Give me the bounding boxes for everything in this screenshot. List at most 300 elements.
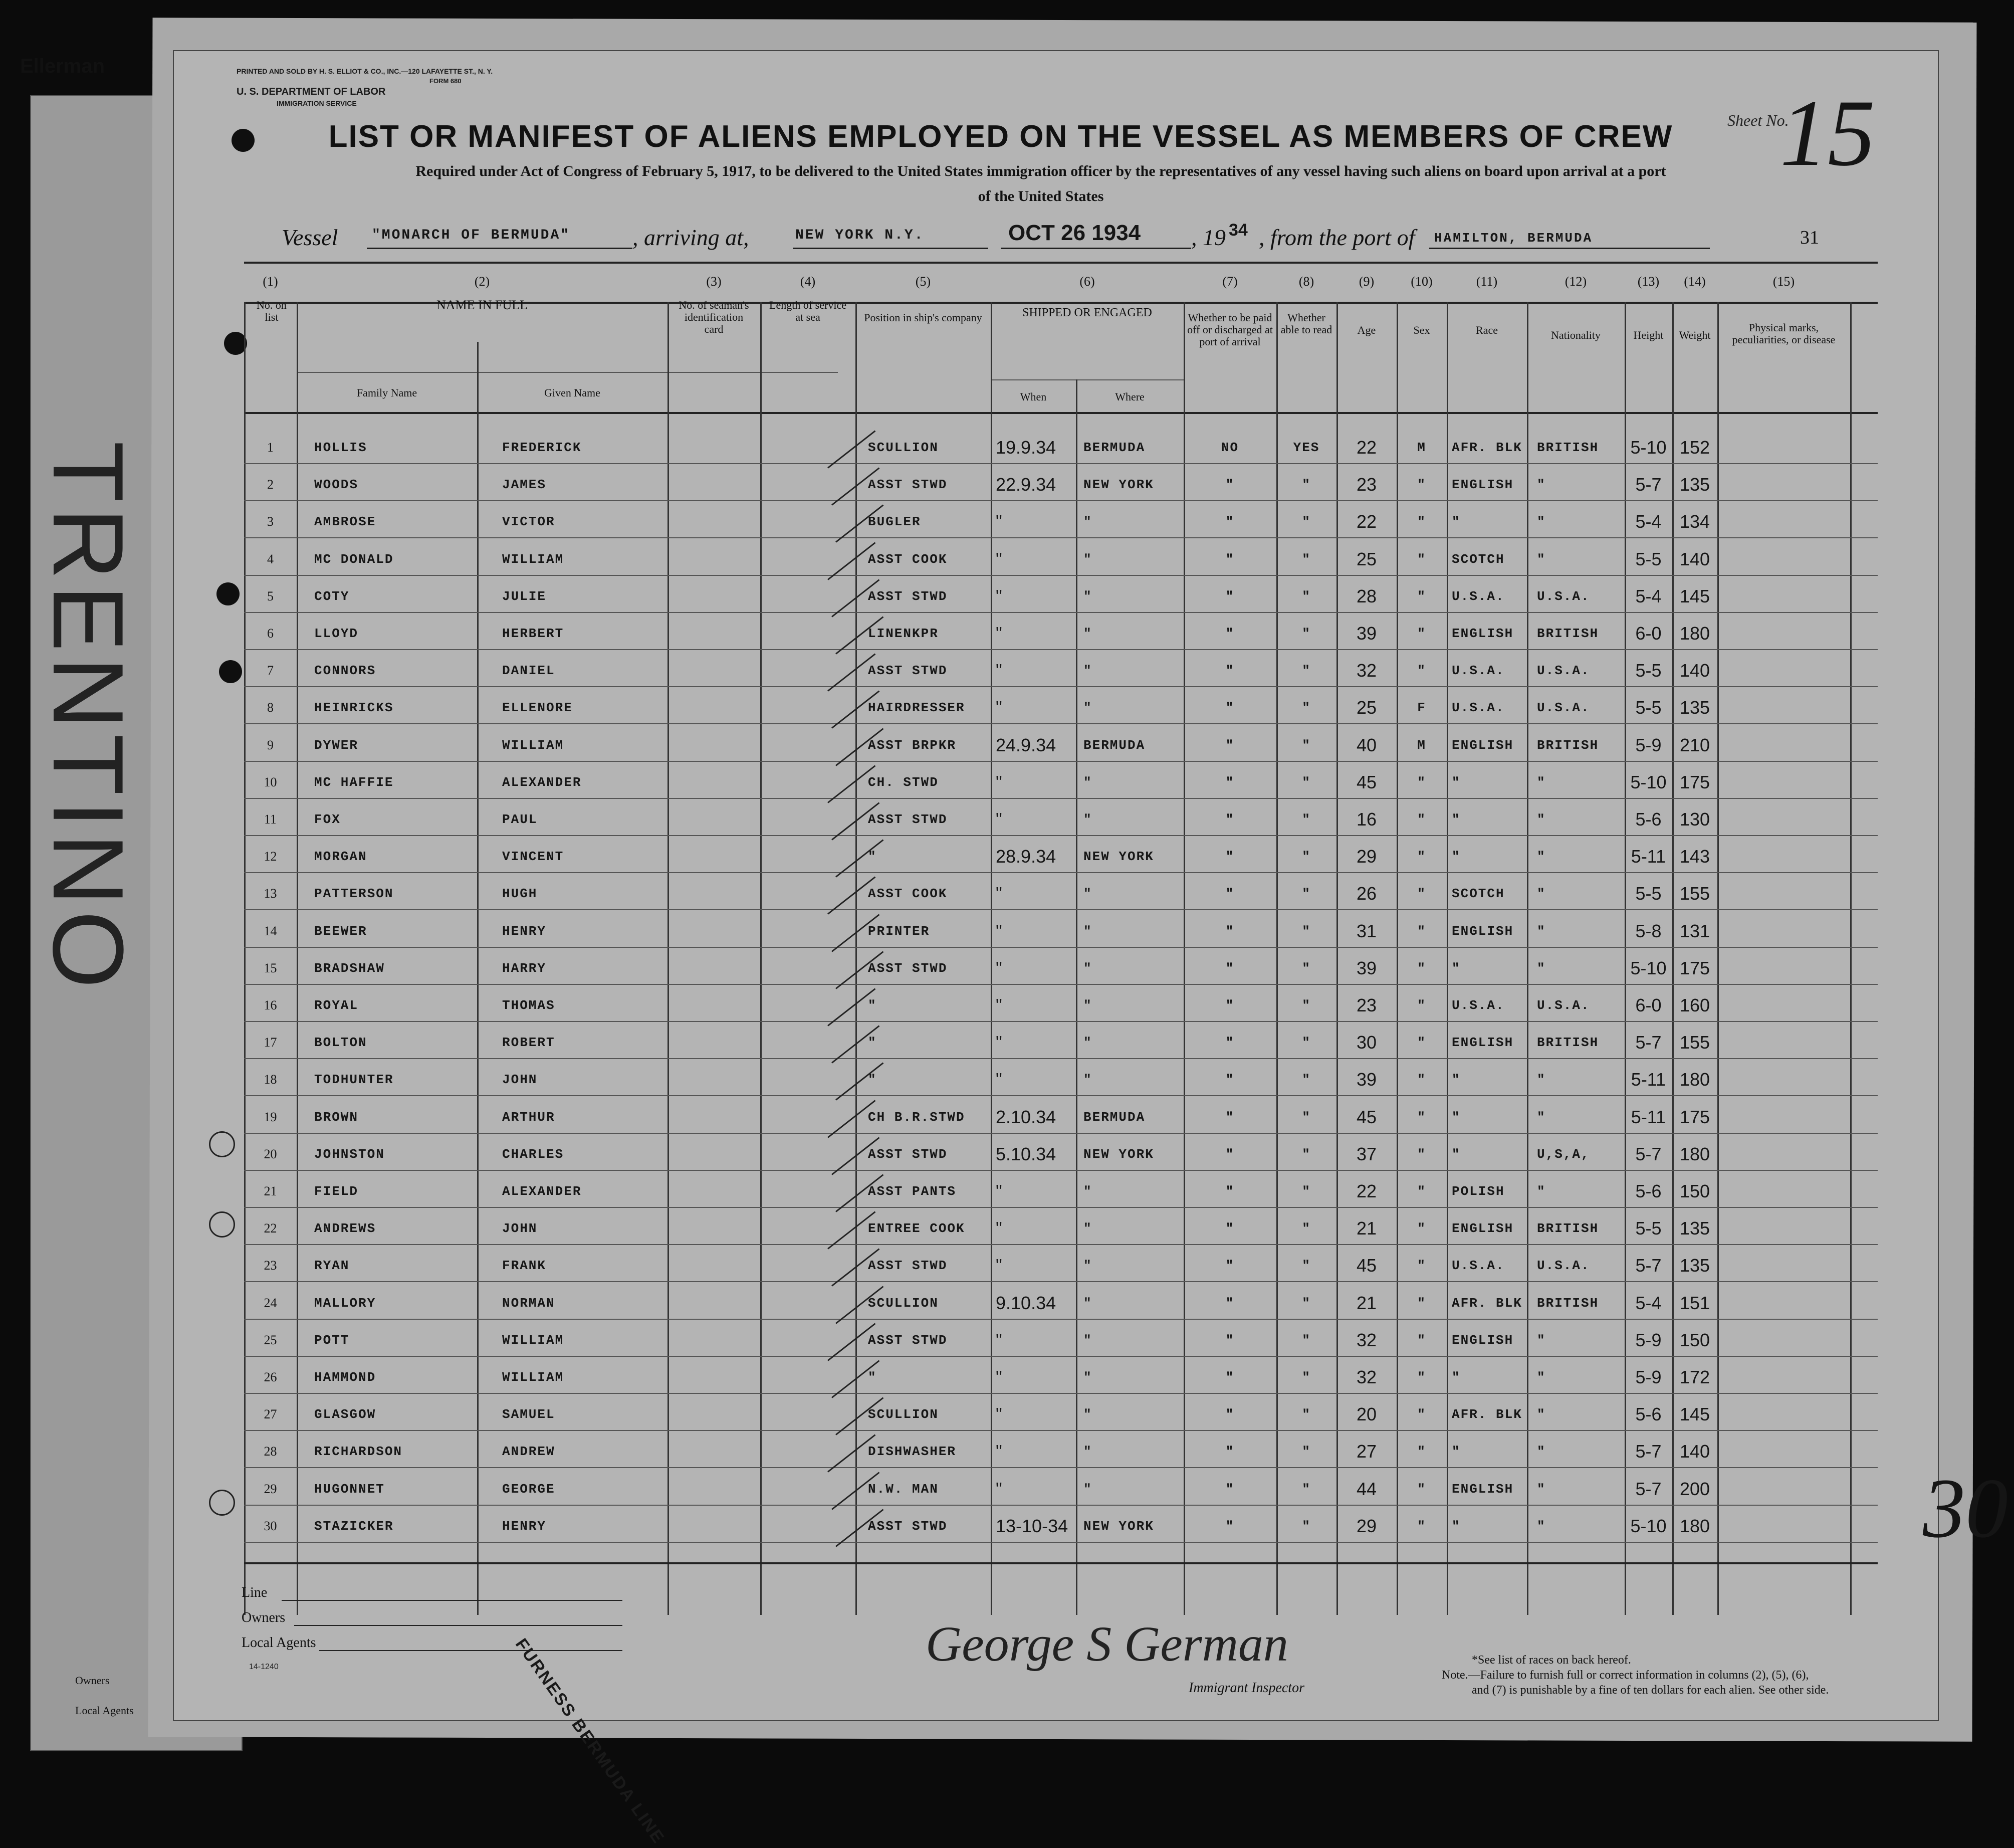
cell-height: 5-7 <box>1635 1255 1662 1276</box>
cell-weight: 131 <box>1679 920 1710 941</box>
cell-age: 26 <box>1356 883 1377 904</box>
cell-able-to-read: " <box>1302 1221 1311 1237</box>
vessel-label: Vessel <box>282 225 338 250</box>
cell-age: 22 <box>1356 1181 1377 1201</box>
row-rule <box>244 1542 1878 1543</box>
cell-height: 5-10 <box>1630 1515 1667 1536</box>
cell-able-to-read: " <box>1302 923 1311 939</box>
header-able-read: Whether able to read <box>1280 311 1332 336</box>
cell-nationality: BRITISH <box>1537 1035 1599 1051</box>
colnum-12: (12) <box>1564 274 1587 289</box>
cell-race: ENGLISH <box>1452 1332 1514 1348</box>
cell-height: 5-11 <box>1631 1069 1666 1090</box>
cell-height: 5-5 <box>1635 1218 1662 1239</box>
table-bottom-rule <box>244 1562 1878 1564</box>
row-rule <box>244 1319 1878 1320</box>
cell-sex: " <box>1417 626 1426 641</box>
cell-family-name: RICHARDSON <box>314 1444 403 1460</box>
cell-able-to-read: " <box>1302 1370 1311 1385</box>
cell-nationality: " <box>1537 1370 1546 1385</box>
cell-nationality: " <box>1537 1518 1546 1534</box>
cell-race: ENGLISH <box>1452 737 1514 753</box>
cell-age: 22 <box>1356 511 1377 532</box>
cell-position: DISHWASHER <box>868 1444 957 1460</box>
cell-shipped-where: " <box>1083 998 1092 1013</box>
cell-weight: 145 <box>1679 585 1710 606</box>
cell-weight: 200 <box>1679 1478 1710 1499</box>
cell-weight: 140 <box>1679 660 1710 681</box>
cell-age: 22 <box>1356 437 1377 458</box>
cell-shipped-where: " <box>1083 886 1092 902</box>
cell-able-to-read: " <box>1302 1184 1311 1199</box>
row-rule <box>244 537 1878 538</box>
cell-given-name: JOHN <box>502 1072 538 1088</box>
cell-shipped-where: " <box>1083 663 1092 679</box>
arriving-label: , arriving at, <box>632 225 749 250</box>
cell-row-number: 30 <box>264 1518 277 1533</box>
cell-nationality: " <box>1537 1407 1546 1422</box>
cell-paid-off: " <box>1225 812 1235 827</box>
cell-able-to-read: " <box>1302 1035 1311 1051</box>
colnum-15: (15) <box>1772 274 1795 289</box>
cell-nationality: U.S.A. <box>1537 700 1590 716</box>
row-rule <box>244 1467 1878 1468</box>
column-rule <box>477 342 479 1615</box>
header-family-name: Family Name <box>356 386 417 399</box>
row-rule <box>244 1281 1878 1282</box>
row-rule <box>244 1170 1878 1171</box>
cell-able-to-read: " <box>1302 663 1311 679</box>
cell-row-number: 16 <box>264 998 277 1012</box>
cell-weight: 135 <box>1679 474 1710 495</box>
cell-paid-off: " <box>1225 1295 1235 1311</box>
cell-position: ASST STWD <box>868 1258 948 1274</box>
colnum-6: (6) <box>1079 274 1095 289</box>
colnum-2: (2) <box>474 274 490 289</box>
cell-family-name: RYAN <box>314 1258 350 1274</box>
cell-race: " <box>1452 1072 1461 1088</box>
department-name: U. S. DEPARTMENT OF LABOR <box>237 86 386 97</box>
cell-weight: 151 <box>1679 1292 1710 1313</box>
column-rule <box>991 302 992 1615</box>
cell-nationality: " <box>1537 849 1546 865</box>
cell-height: 6-0 <box>1635 623 1662 644</box>
cell-race: " <box>1452 1444 1461 1460</box>
cell-nationality: " <box>1537 1184 1546 1199</box>
cell-row-number: 29 <box>264 1481 277 1496</box>
cell-height: 6-0 <box>1635 995 1662 1015</box>
colnum-8: (8) <box>1298 274 1314 289</box>
cell-family-name: ROYAL <box>314 998 359 1013</box>
year-prefix: , 19 <box>1191 225 1226 250</box>
vessel-underline <box>367 248 632 249</box>
header-weight: Weight <box>1679 329 1711 341</box>
cell-family-name: MALLORY <box>314 1295 376 1311</box>
cell-age: 45 <box>1356 1106 1377 1127</box>
cell-family-name: FIELD <box>314 1184 359 1199</box>
cell-row-number: 5 <box>267 588 274 603</box>
cell-height: 5-8 <box>1635 920 1662 941</box>
cell-nationality: " <box>1537 1109 1546 1125</box>
cell-sex: F <box>1417 700 1426 716</box>
row-rule <box>244 1356 1878 1357</box>
cell-shipped-when: " <box>996 1329 1002 1350</box>
cell-race: ENGLISH <box>1452 1035 1514 1051</box>
cell-family-name: TODHUNTER <box>314 1072 394 1088</box>
cell-row-number: 11 <box>264 812 277 827</box>
column-rule <box>297 302 298 1615</box>
cell-age: 39 <box>1356 1069 1377 1090</box>
cell-nationality: " <box>1537 923 1546 939</box>
cell-sex: " <box>1417 1109 1426 1125</box>
cell-position: " <box>868 998 877 1013</box>
cell-weight: 140 <box>1679 548 1710 569</box>
row-rule <box>244 612 1878 613</box>
cell-family-name: HOLLIS <box>314 440 367 455</box>
cell-weight: 180 <box>1679 1515 1710 1536</box>
row-rule <box>244 798 1878 799</box>
cell-family-name: ANDREWS <box>314 1221 376 1237</box>
cell-row-number: 21 <box>264 1184 277 1198</box>
punch-hole <box>209 1131 235 1157</box>
cell-position: N.W. MAN <box>868 1481 939 1497</box>
cell-race: " <box>1452 849 1461 865</box>
cell-sex: " <box>1417 588 1426 604</box>
cell-sex: M <box>1417 440 1426 455</box>
colnum-14: (14) <box>1684 274 1706 289</box>
row-rule <box>244 909 1878 910</box>
page-title: LIST OR MANIFEST OF ALIENS EMPLOYED ON THE VESSEL AS MEMBERS OF CREW <box>328 119 1673 154</box>
cell-given-name: JOHN <box>502 1221 538 1237</box>
punch-hole <box>219 660 242 683</box>
cell-shipped-where: " <box>1083 812 1092 827</box>
cell-race: " <box>1452 1109 1461 1125</box>
cell-paid-off: " <box>1225 1332 1235 1348</box>
cell-shipped-where: NEW YORK <box>1083 477 1154 493</box>
cell-shipped-when: " <box>996 1032 1002 1053</box>
cell-sex: " <box>1417 1518 1426 1534</box>
row-rule <box>244 835 1878 836</box>
cell-nationality: U.S.A. <box>1537 998 1590 1013</box>
cell-paid-off: " <box>1225 551 1235 567</box>
cell-race: U.S.A. <box>1452 1258 1505 1274</box>
cell-family-name: POTT <box>314 1332 350 1348</box>
colnum-1: (1) <box>263 274 278 289</box>
cell-family-name: CONNORS <box>314 663 376 679</box>
cell-shipped-when: " <box>996 660 1002 681</box>
header-race: Race <box>1476 324 1498 336</box>
cell-row-number: 17 <box>264 1035 277 1050</box>
cell-family-name: MC DONALD <box>314 551 394 567</box>
row-rule <box>244 1430 1878 1431</box>
cell-able-to-read: " <box>1302 700 1311 716</box>
cell-weight: 175 <box>1679 957 1710 978</box>
cell-height: 5-4 <box>1635 511 1662 532</box>
cell-given-name: GEORGE <box>502 1481 555 1497</box>
punch-hole <box>209 1490 235 1516</box>
cell-sex: " <box>1417 1370 1426 1385</box>
cell-given-name: WILLIAM <box>502 1332 564 1348</box>
row-rule <box>244 1095 1878 1096</box>
header-nationality: Nationality <box>1551 329 1601 341</box>
header-shipped: SHIPPED OR ENGAGED <box>1022 306 1152 319</box>
cell-shipped-when: " <box>996 1181 1002 1201</box>
column-rule <box>760 302 762 1615</box>
cell-position: SCULLION <box>868 440 939 455</box>
row-rule <box>244 575 1878 576</box>
cell-shipped-when: " <box>996 995 1002 1015</box>
cell-shipped-where: " <box>1083 1295 1092 1311</box>
cell-paid-off: " <box>1225 1518 1235 1534</box>
subtitle-line1: Required under Act of Congress of February 5, 1917, to be delivered to the United States immigration officer by the representatives of any vessel having such aliens on board upon arrival at a port <box>415 163 1666 179</box>
owners-field <box>294 1625 622 1626</box>
row-rule <box>244 1505 1878 1506</box>
cell-age: 27 <box>1356 1441 1377 1462</box>
cell-height: 5-4 <box>1635 585 1662 606</box>
cell-height: 5-9 <box>1635 1367 1662 1387</box>
colnum-4: (4) <box>800 274 816 289</box>
cell-able-to-read: " <box>1302 1109 1311 1125</box>
cell-sex: " <box>1417 849 1426 865</box>
cell-height: 5-7 <box>1635 1032 1662 1053</box>
cell-position: BUGLER <box>868 514 921 530</box>
cell-age: 28 <box>1356 585 1377 606</box>
header-where: Where <box>1115 390 1145 403</box>
cell-nationality: " <box>1537 886 1546 902</box>
cell-given-name: FREDERICK <box>502 440 582 455</box>
cell-shipped-when: " <box>996 511 1002 532</box>
cell-shipped-where: " <box>1083 1407 1092 1422</box>
row-rule <box>244 463 1878 464</box>
cell-given-name: PAUL <box>502 812 538 827</box>
cell-shipped-when: " <box>996 585 1002 606</box>
cell-position: ENTREE COOK <box>868 1221 965 1237</box>
cell-able-to-read: " <box>1302 886 1311 902</box>
row-rule <box>244 1207 1878 1208</box>
cell-given-name: HARRY <box>502 960 547 976</box>
cell-weight: 150 <box>1679 1181 1710 1201</box>
cell-given-name: ROBERT <box>502 1035 555 1051</box>
column-rule <box>1527 302 1528 1615</box>
total-count-mark: 30 <box>1923 1461 2008 1555</box>
cell-position: " <box>868 1370 877 1385</box>
cell-row-number: 13 <box>264 886 277 901</box>
cell-race: ENGLISH <box>1452 923 1514 939</box>
cell-row-number: 10 <box>264 774 277 789</box>
cell-shipped-when: 9.10.34 <box>996 1292 1056 1313</box>
cell-race: U.S.A. <box>1452 998 1505 1013</box>
cell-shipped-where: " <box>1083 1221 1092 1237</box>
cell-paid-off: " <box>1225 1221 1235 1237</box>
underlying-local-agents-label: Local Agents <box>75 1704 134 1717</box>
cell-paid-off: " <box>1225 626 1235 641</box>
cell-given-name: THOMAS <box>502 998 555 1013</box>
cell-position: LINENKPR <box>868 626 939 641</box>
cell-sex: " <box>1417 514 1426 530</box>
cell-family-name: FOX <box>314 812 341 827</box>
cell-able-to-read: " <box>1302 626 1311 641</box>
cell-given-name: FRANK <box>502 1258 547 1274</box>
cell-shipped-where: " <box>1083 960 1092 976</box>
header-seaman-card: No. of seaman's identification card <box>679 299 749 335</box>
cell-height: 5-5 <box>1635 697 1662 718</box>
cell-race: AFR. BLK <box>1452 440 1522 455</box>
header-length-service: Length of service at sea <box>769 299 846 323</box>
cell-age: 32 <box>1356 660 1377 681</box>
date-stamp: OCT 26 1934 <box>1008 221 1141 245</box>
cell-weight: 155 <box>1679 1032 1710 1053</box>
cell-sex: " <box>1417 774 1426 790</box>
cell-shipped-where: BERMUDA <box>1083 440 1146 455</box>
colnum-3: (3) <box>706 274 722 289</box>
cell-shipped-when: 5.10.34 <box>996 1143 1056 1164</box>
cell-race: " <box>1452 774 1461 790</box>
cell-race: AFR. BLK <box>1452 1407 1522 1422</box>
cell-row-number: 2 <box>267 477 274 492</box>
cell-paid-off: " <box>1225 1072 1235 1088</box>
cell-race: " <box>1452 1146 1461 1162</box>
shipped-header-rule <box>991 379 1184 380</box>
cell-paid-off: " <box>1225 477 1235 493</box>
cell-weight: 210 <box>1679 734 1710 755</box>
cell-age: 20 <box>1356 1404 1377 1425</box>
cell-age: 29 <box>1356 1515 1377 1536</box>
cell-shipped-when: " <box>996 623 1002 644</box>
cell-nationality: " <box>1537 1332 1546 1348</box>
cell-family-name: COTY <box>314 588 350 604</box>
row-rule <box>244 947 1878 948</box>
cell-race: U.S.A. <box>1452 663 1505 679</box>
cell-paid-off: " <box>1225 1035 1235 1051</box>
cell-paid-off: " <box>1225 1109 1235 1125</box>
cell-age: 32 <box>1356 1329 1377 1350</box>
cell-nationality: U.S.A. <box>1537 588 1590 604</box>
cell-paid-off: " <box>1225 663 1235 679</box>
cell-able-to-read: " <box>1302 1258 1311 1274</box>
arriving-underline <box>793 248 988 249</box>
cell-shipped-when: " <box>996 1441 1002 1462</box>
note-failure-2: and (7) is punishable by a fine of ten dollars for each alien. See other side. <box>1472 1684 1829 1697</box>
cell-given-name: VICTOR <box>502 514 555 530</box>
cell-row-number: 12 <box>264 849 277 864</box>
cell-nationality: BRITISH <box>1537 440 1599 455</box>
cell-weight: 180 <box>1679 623 1710 644</box>
cell-given-name: CHARLES <box>502 1146 564 1162</box>
cell-given-name: JULIE <box>502 588 547 604</box>
cell-sex: " <box>1417 998 1426 1013</box>
cell-race: SCOTCH <box>1452 886 1505 902</box>
cell-weight: 152 <box>1679 437 1710 458</box>
underlying-sheet-title: Ellerman <box>20 55 105 77</box>
column-rule <box>1717 302 1719 1615</box>
header-physical: Physical marks, peculiarities, or disease <box>1732 321 1836 346</box>
cell-sex: " <box>1417 1035 1426 1051</box>
cell-family-name: HAMMOND <box>314 1370 376 1385</box>
cell-height: 5-11 <box>1631 846 1666 867</box>
cell-weight: 143 <box>1679 846 1710 867</box>
header-position: Position in ship's company <box>864 311 982 324</box>
cell-able-to-read: " <box>1302 1481 1311 1497</box>
row-rule <box>244 1021 1878 1022</box>
cell-sex: " <box>1417 923 1426 939</box>
cell-race: SCOTCH <box>1452 551 1505 567</box>
cell-position: ASST COOK <box>868 551 948 567</box>
row-rule <box>244 984 1878 985</box>
cell-family-name: PATTERSON <box>314 886 394 902</box>
vessel-name: "MONARCH OF BERMUDA" <box>372 228 571 243</box>
cell-able-to-read: " <box>1302 998 1311 1013</box>
cell-age: 31 <box>1356 920 1377 941</box>
page-subtitle <box>314 159 1767 209</box>
cell-row-number: 24 <box>264 1295 277 1310</box>
cell-row-number: 3 <box>267 514 274 529</box>
cell-race: " <box>1452 812 1461 827</box>
cell-weight: 135 <box>1679 1218 1710 1239</box>
cell-height: 5-7 <box>1635 1478 1662 1499</box>
cell-row-number: 1 <box>267 440 274 455</box>
cell-age: 39 <box>1356 957 1377 978</box>
cell-height: 5-4 <box>1635 1292 1662 1313</box>
cell-age: 16 <box>1356 809 1377 830</box>
cell-height: 5-5 <box>1635 883 1662 904</box>
company-stamp: FURNESS BERMUDA LINE <box>511 1635 668 1848</box>
sheet-label: Sheet No. <box>1727 111 1789 129</box>
underlying-owners-label: Owners <box>75 1674 110 1687</box>
cell-age: 21 <box>1356 1218 1377 1239</box>
cell-shipped-where: " <box>1083 774 1092 790</box>
cell-shipped-where: BERMUDA <box>1083 737 1146 753</box>
cell-shipped-when: 24.9.34 <box>996 734 1056 755</box>
cell-shipped-where: NEW YORK <box>1083 1146 1154 1162</box>
cell-position: " <box>868 1072 877 1088</box>
cell-race: " <box>1452 960 1461 976</box>
cell-shipped-when: 28.9.34 <box>996 846 1056 867</box>
cell-sex: " <box>1417 1295 1426 1311</box>
cell-position: HAIRDRESSER <box>868 700 965 716</box>
cell-paid-off: " <box>1225 998 1235 1013</box>
cell-sex: " <box>1417 1258 1426 1274</box>
header-given-name: Given Name <box>544 386 600 399</box>
cell-nationality: U.S.A. <box>1537 1258 1590 1274</box>
colnum-7: (7) <box>1222 274 1238 289</box>
footer-notes <box>1442 1653 1918 1698</box>
cell-nationality: " <box>1537 1072 1546 1088</box>
year-suffix: 34 <box>1229 221 1248 240</box>
date-underline <box>1001 248 1191 249</box>
cell-position: ASST STWD <box>868 812 948 827</box>
note-races: *See list of races on back hereof. <box>1472 1654 1631 1667</box>
cell-height: 5-10 <box>1630 437 1667 458</box>
cell-paid-off: " <box>1225 923 1235 939</box>
cell-shipped-where: " <box>1083 1481 1092 1497</box>
colnum-11: (11) <box>1476 274 1498 289</box>
cell-row-number: 23 <box>264 1258 277 1273</box>
cell-family-name: MORGAN <box>314 849 367 865</box>
cell-able-to-read: " <box>1302 477 1311 493</box>
form-number: FORM 680 <box>429 77 462 85</box>
cell-position: ASST STWD <box>868 663 948 679</box>
column-rule <box>667 302 669 1615</box>
cell-able-to-read: " <box>1302 849 1311 865</box>
cell-weight: 175 <box>1679 1106 1710 1127</box>
cell-position: SCULLION <box>868 1295 939 1311</box>
cell-shipped-where: " <box>1083 1184 1092 1199</box>
column-rule <box>1850 302 1852 1615</box>
cell-position: ASST STWD <box>868 588 948 604</box>
row-rule <box>244 649 1878 650</box>
cell-sex: " <box>1417 1146 1426 1162</box>
cell-shipped-when: " <box>996 1255 1002 1276</box>
